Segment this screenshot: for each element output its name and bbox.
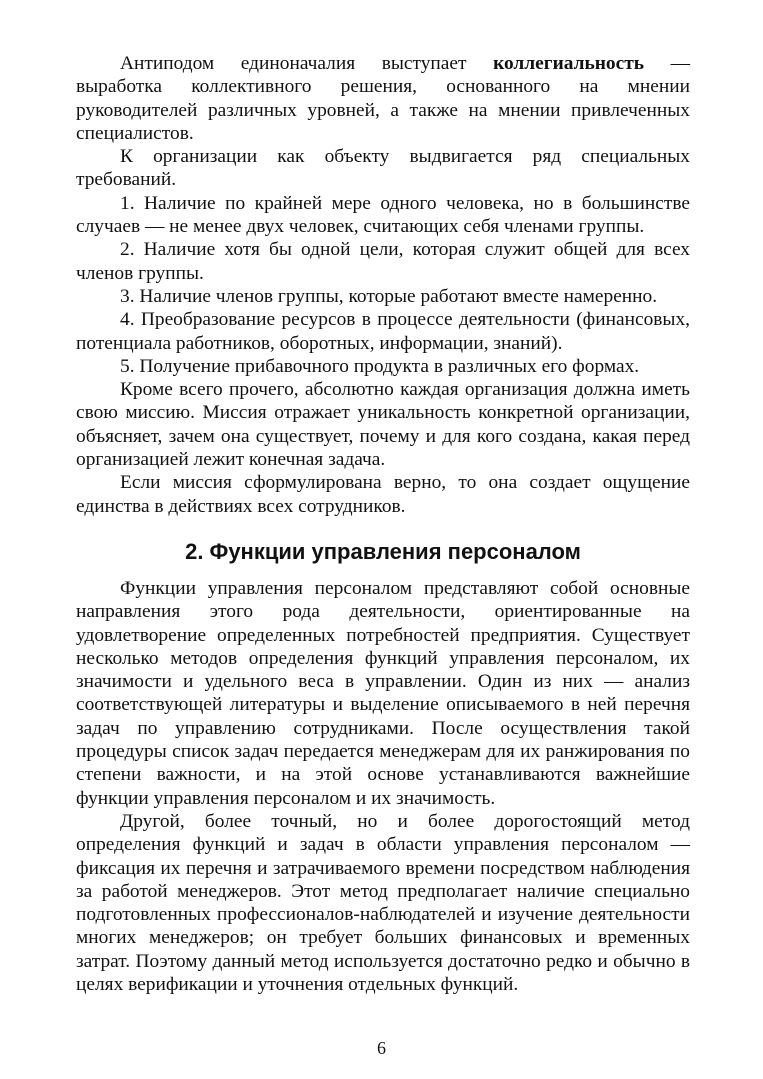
- paragraph-functions: Функции управления персоналом представляют собой основные направления этого рода деятельности, ориентированные на удовлетворение определенных потребностей предприятия. Существует несколько методов определения функций управления персоналом, их значимости и удельного веса в управлении. Один из них — анализ соответствующей литературы и выделение описываемого в ней перечня задач по управлению сотрудниками. После осуществления такой процедуры список задач передается менеджерам для их ранжирования по степени важности, и на этой основе устанавливаются важнейшие функции управления персоналом и их значимость.: [76, 577, 690, 809]
- page-number: 6: [377, 1038, 386, 1058]
- list-item: 3. Наличие членов группы, которые работают вместе намеренно.: [120, 285, 658, 307]
- page-content: [76, 52, 690, 996]
- paragraph-mission: Кроме всего прочего, абсолютно каждая организация должна иметь свою миссию. Миссия отражает уникальность конкретной организации, объясняет, зачем она существует, почему и для кого создана, какая перед организацией лежит конечная задача.: [76, 379, 690, 471]
- list-item: 2. Наличие хотя бы одной цели, которая служит общей для всех членов группы.: [76, 239, 690, 284]
- paragraph-text: — выработка коллективного решения, основанного на мнении руководителей различных уровней, а также на мнении привлеченных специалистов.: [76, 53, 690, 144]
- paragraph-observation-method: Другой, более точный, но и более дорогостоящий метод определения функций и задач в области управления персоналом — фиксация их перечня и затрачиваемого времени посредством наблюдения за работой менеджеров. Этот метод предполагает наличие специально подготовленных профессионалов-наблюдателей и изучение деятельности многих менеджеров; он требует больших финансовых и временных затрат. Поэтому данный метод используется достаточно редко и обычно в целях верификации и уточнения отдельных функций.: [76, 810, 690, 995]
- paragraph-text: Антиподом единоначалия выступает: [120, 53, 494, 74]
- section-heading: 2. Функции управления персоналом: [185, 538, 581, 564]
- list-item: 5. Получение прибавочного продукта в различных его формах.: [120, 355, 640, 377]
- list-item: 4. Преобразование ресурсов в процессе деятельности (финансовых, потенциала работников, оборотных, информации, знаний).: [76, 309, 690, 354]
- bold-term: коллегиальность: [493, 53, 645, 74]
- paragraph-requirements: К организации как объекту выдвигается ряд специальных требований.: [76, 146, 690, 191]
- paragraph-mission-unity: Если миссия сформулирована верно, то она создает ощущение единства в действиях всех сотрудников.: [76, 472, 690, 517]
- list-item: 1. Наличие по крайней мере одного человека, но в большинстве случаев — не менее двух человек, считающих себя членами группы.: [76, 192, 690, 238]
- paragraph-collegiality: [76, 52, 690, 145]
